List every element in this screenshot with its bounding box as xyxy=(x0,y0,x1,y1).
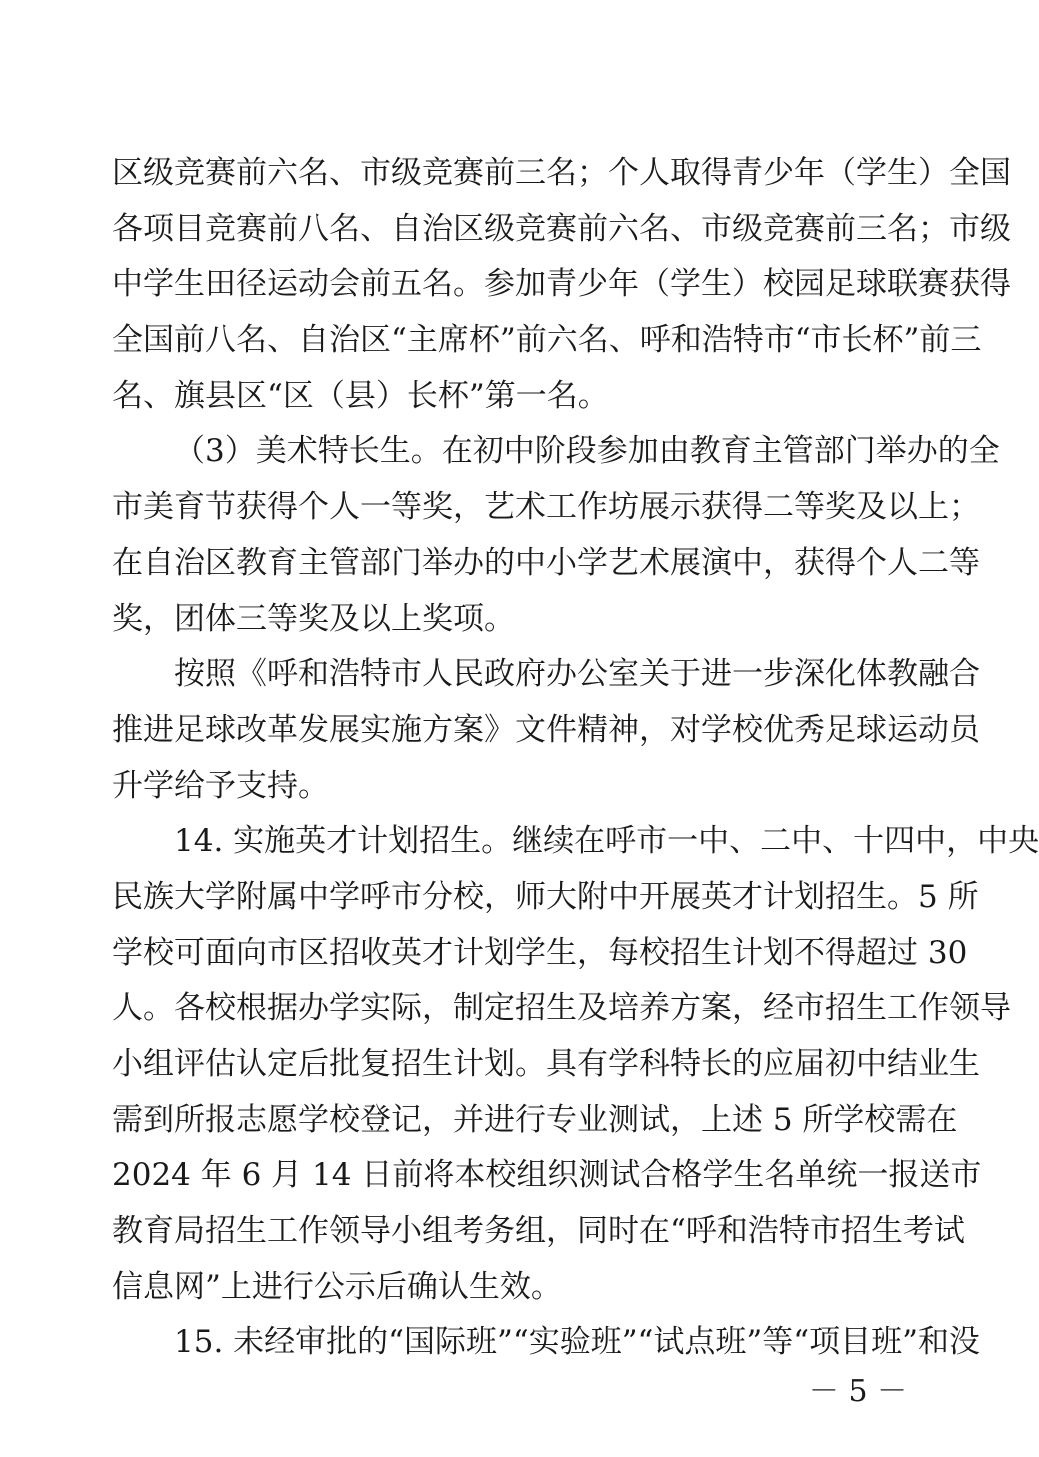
page-number: － 5 － xyxy=(808,1374,908,1409)
text-line: 各项目竞赛前八名、自治区级竞赛前六名、市级竞赛前三名；市级 xyxy=(112,210,1011,247)
text-line: 区级竞赛前六名、市级竞赛前三名；个人取得青少年（学生）全国 xyxy=(112,155,1011,191)
text-line: 教育局招生工作领导小组考务组，同时在“呼和浩特市招生考试 xyxy=(112,1213,965,1250)
text-line: 名、旗县区“区（县）长杯”第一名。 xyxy=(112,377,609,414)
text-line: （3）美术特长生。在初中阶段参加由教育主管部门举办的全 xyxy=(174,433,1000,470)
text-line: 奖，团体三等奖及以上奖项。 xyxy=(112,600,515,637)
text-line: 15. 未经审批的“国际班”“实验班”“试点班”等“项目班”和没 xyxy=(174,1324,980,1361)
text-line: 民族大学附属中学呼市分校，师大附中开展英才计划招生。5 所 xyxy=(112,878,979,915)
text-line: 市美育节获得个人一等奖，艺术工作坊展示获得二等奖及以上； xyxy=(112,489,980,526)
text-line: 中学生田径运动会前五名。参加青少年（学生）校园足球联赛获得 xyxy=(112,266,1011,303)
text-line: 学校可面向市区招收英才计划学生，每校招生计划不得超过 30 xyxy=(112,934,968,971)
text-line: 小组评估认定后批复招生计划。具有学科特长的应届初中结业生 xyxy=(112,1046,980,1082)
text-line: 在自治区教育主管部门举办的中小学艺术展演中，获得个人二等 xyxy=(112,544,980,581)
text-line: 升学给予支持。 xyxy=(112,767,329,804)
text-line: 信息网”上进行公示后确认生效。 xyxy=(112,1268,562,1305)
text-line: 按照《呼和浩特市人民政府办公室关于进一步深化体教融合 xyxy=(174,656,980,693)
text-line: 全国前八名、自治区“主席杯”前六名、呼和浩特市“市长杯”前三 xyxy=(112,322,982,359)
text-line: 14. 实施英才计划招生。继续在呼市一中、二中、十四中，中央 xyxy=(174,823,1039,860)
text-line: 人。各校根据办学实际，制定招生及培养方案，经市招生工作领导 xyxy=(112,990,1011,1027)
body-text xyxy=(112,146,1039,1371)
text-line: 需到所报志愿学校登记，并进行专业测试，上述 5 所学校需在 xyxy=(112,1101,958,1138)
text-line: 2024 年 6 月 14 日前将本校组织测试合格学生名单统一报送市 xyxy=(112,1157,982,1194)
text-line: 推进足球改革发展实施方案》文件精神，对学校优秀足球运动员 xyxy=(112,711,980,748)
